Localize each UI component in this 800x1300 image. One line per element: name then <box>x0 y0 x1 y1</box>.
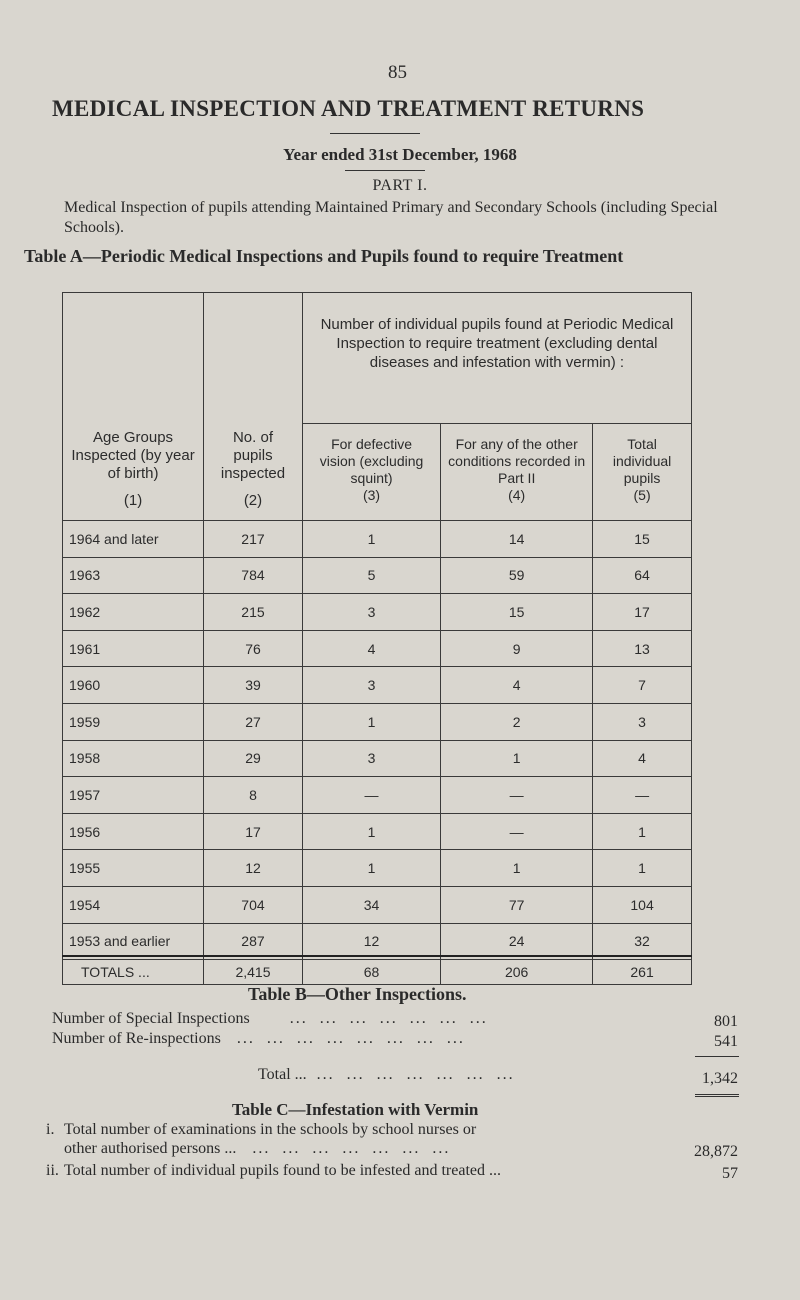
item-i-label: Total number of examinations in the schools by school nurses or <box>64 1121 477 1138</box>
leader-dots: ... ... ... ... ... ... ... <box>240 1140 451 1157</box>
item-ii-number: ii. <box>46 1162 59 1179</box>
year-rule <box>345 170 425 171</box>
table-row: 1960 39 3 4 7 <box>63 667 692 704</box>
page-number: 85 <box>388 62 407 83</box>
item-i-label-cont: other authorised persons ... ... ... ... ... ... ... ... <box>64 1140 451 1157</box>
table-row: 1961 76 4 9 13 <box>63 630 692 667</box>
table-row: 1953 and earlier 287 12 24 32 <box>63 923 692 960</box>
item-ii-value: 57 <box>722 1165 738 1182</box>
reinspections-label: Number of Re-inspections ... ... ... ... ... ... ... ... <box>52 1030 465 1047</box>
item-i-value: 28,872 <box>694 1143 738 1160</box>
leader-dots: ... ... ... ... ... ... ... ... <box>224 1030 465 1047</box>
table-a-title: Table A—Periodic Medical Inspections and Pupils found to require Treatment <box>24 246 624 266</box>
table-a-bottom-rule <box>62 955 692 957</box>
total-label: Total ... ... ... ... ... ... ... ... <box>258 1066 515 1083</box>
leader-dots: ... ... ... ... ... ... ... <box>253 1010 488 1027</box>
table-row: 1962 215 3 15 17 <box>63 594 692 631</box>
total-rule <box>695 1056 739 1057</box>
header-age-groups: Age Groups Inspected (by year of birth) (1) <box>63 293 204 521</box>
reinspections-value: 541 <box>714 1033 738 1050</box>
part-description: Medical Inspection of pupils attending Maintained Primary and Secondary Schools (including Special Schools). <box>64 199 718 236</box>
table-a <box>62 292 692 985</box>
table-row: 1959 27 1 2 3 <box>63 703 692 740</box>
header-other-conditions: For any of the other conditions recorded in Part II (4) <box>441 424 593 521</box>
table-c-title: Table C—Infestation with Vermin <box>232 1100 479 1119</box>
page-title: MEDICAL INSPECTION AND TREATMENT RETURNS <box>52 96 645 121</box>
table-row: 1955 12 1 1 1 <box>63 850 692 887</box>
table-b-title: Table B—Other Inspections. <box>248 984 467 1004</box>
leader-dots: ... ... ... ... ... ... ... <box>310 1066 515 1083</box>
header-pupils-inspected: No. of pupils inspected (2) <box>204 293 303 521</box>
totals-row: TOTALS ... 2,415 68 206 261 <box>63 960 692 985</box>
table-row: 1964 and later 217 1 14 15 <box>63 521 692 558</box>
table-row: 1957 8 — — — <box>63 777 692 814</box>
special-inspections-value: 801 <box>714 1013 738 1030</box>
table-row: 1963 784 5 59 64 <box>63 557 692 594</box>
header-defective-vision: For defective vision (excluding squint) (3) <box>302 424 440 521</box>
table-row: 1954 704 34 77 104 <box>63 886 692 923</box>
table-row: 1958 29 3 1 4 <box>63 740 692 777</box>
header-group-treatment: Number of individual pupils found at Periodic Medical Inspection to require treatment (excluding dental diseases and infestation with vermin) : <box>302 293 691 424</box>
total-value: 1,342 <box>702 1070 738 1087</box>
table-row: 1956 17 1 — 1 <box>63 813 692 850</box>
header-total-pupils: Total individual pupils (5) <box>593 424 692 521</box>
year-subtitle: Year ended 31st December, 1968 <box>283 145 517 164</box>
special-inspections-label: Number of Special Inspections ... ... ... ... ... ... ... <box>52 1010 488 1027</box>
item-i-number: i. <box>46 1121 55 1138</box>
title-rule <box>330 133 420 134</box>
total-double-rule <box>695 1094 739 1097</box>
part-heading: PART I. <box>372 177 428 194</box>
item-ii-label: Total number of individual pupils found to be infested and treated ... <box>64 1162 501 1179</box>
